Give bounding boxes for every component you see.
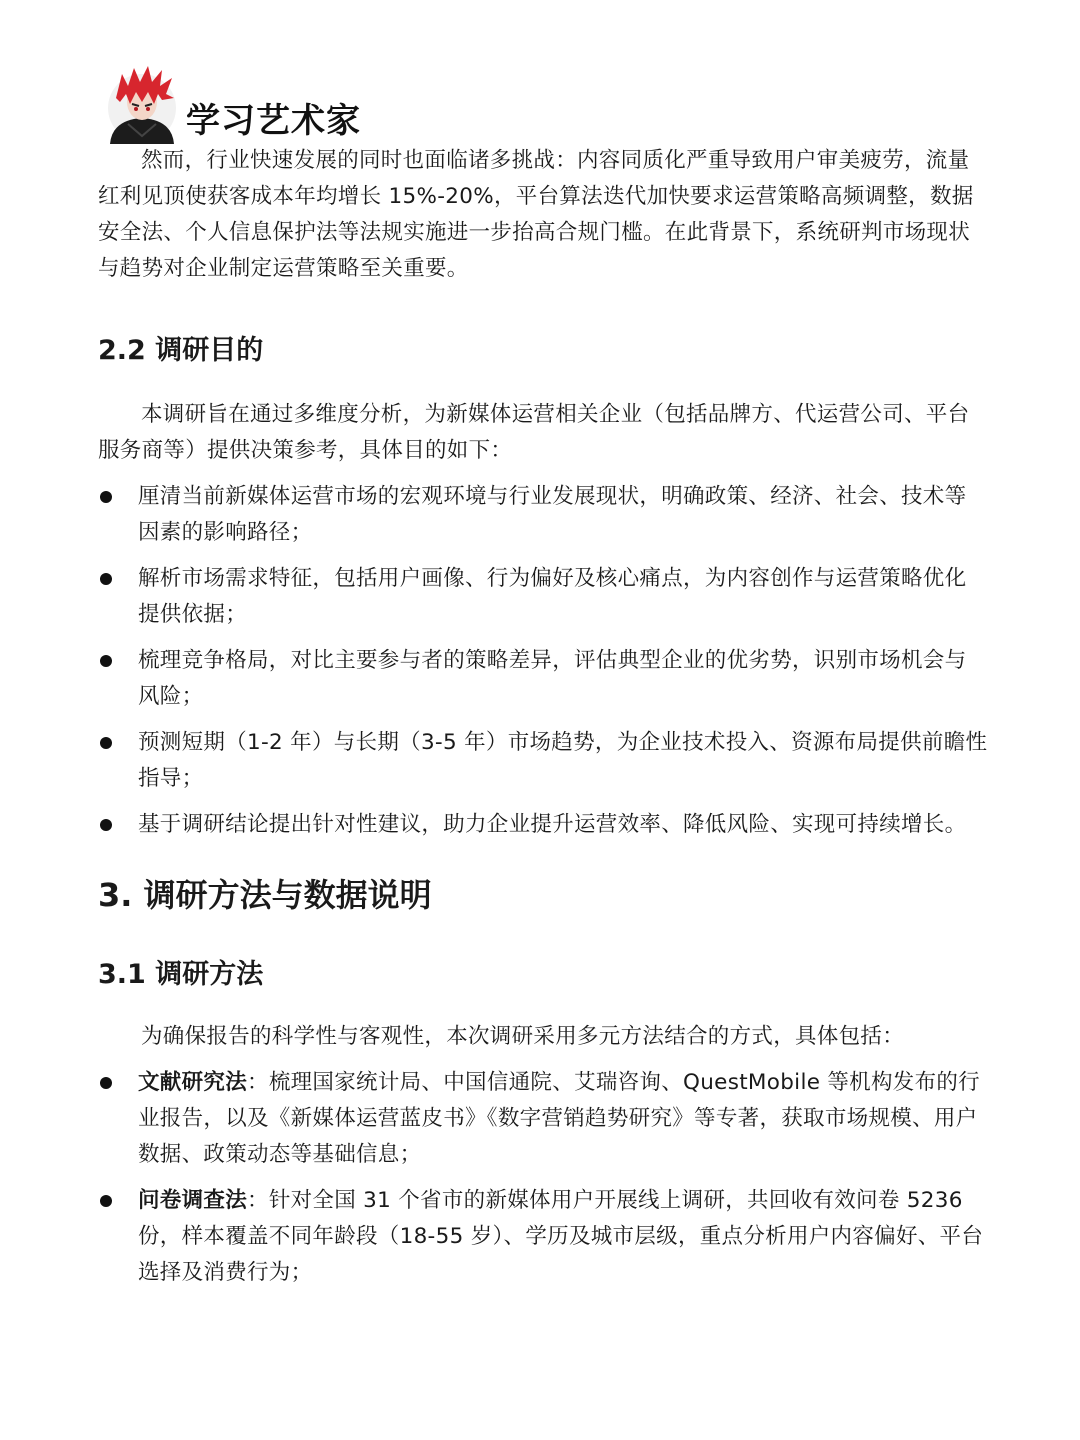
list-item: 解析市场需求特征，包括用户画像、行为偏好及核心痛点，为内容创作与运营策略优化提供依据； xyxy=(98,561,988,633)
bullet-icon xyxy=(100,737,112,749)
intro-paragraph: 然而，行业快速发展的同时也面临诸多挑战：内容同质化严重导致用户审美疲劳，流量红利见顶使获客成本年均增长 15%-20%，平台算法迭代加快要求运营策略高频调整，数据安全法、个人信息保护法等法规实施进一步抬高合规门槛。在此背景下，系统研判市场现状与趋势对企业制定运营策略至关重要。 xyxy=(98,148,974,281)
bullet-icon xyxy=(100,819,112,831)
list-item: 问卷调查法：针对全国 31 个省市的新媒体用户开展线上调研，共回收有效问卷 5236 份，样本覆盖不同年龄段（18-55 岁）、学历及城市层级，重点分析用户内容偏好、平台选择及消费行为； xyxy=(98,1183,988,1291)
brand-name: 学习艺术家 xyxy=(186,101,361,141)
bullet-icon xyxy=(100,1195,112,1207)
bullet-icon xyxy=(100,491,112,503)
section-3-heading: 3. 调研方法与数据说明 xyxy=(98,876,432,914)
methods-list xyxy=(98,1065,988,1291)
method-term: 文献研究法 xyxy=(138,1070,248,1095)
bullet-icon xyxy=(100,655,112,667)
section-3-1-intro: 为确保报告的科学性与客观性，本次调研采用多元方法结合的方式，具体包括： xyxy=(141,1024,905,1049)
method-term: 问卷调查法 xyxy=(138,1188,248,1213)
list-item: 文献研究法：梳理国家统计局、中国信通院、艾瑞咨询、QuestMobile 等机构发布的行业报告，以及《新媒体运营蓝皮书》《数字营销趋势研究》等专著，获取市场规模、用户数据、政策动态等基础信息； xyxy=(98,1065,988,1173)
list-item: 预测短期（1-2 年）与长期（3-5 年）市场趋势，为企业技术投入、资源布局提供前瞻性指导； xyxy=(98,725,988,797)
section-2-2-heading: 2.2 调研目的 xyxy=(98,335,264,366)
list-item: 基于调研结论提出针对性建议，助力企业提升运营效率、降低风险、实现可持续增长。 xyxy=(98,807,988,843)
list-item: 厘清当前新媒体运营市场的宏观环境与行业发展现状，明确政策、经济、社会、技术等因素的影响路径； xyxy=(98,479,988,551)
section-3-1-heading: 3.1 调研方法 xyxy=(98,959,264,990)
bullet-icon xyxy=(100,573,112,585)
objectives-list xyxy=(98,479,988,843)
anime-avatar-icon xyxy=(102,64,182,144)
document-body xyxy=(98,143,988,1291)
section-2-2-intro: 本调研旨在通过多维度分析，为新媒体运营相关企业（包括品牌方、代运营公司、平台服务商等）提供决策参考，具体目的如下： xyxy=(98,402,970,463)
list-item: 梳理竞争格局，对比主要参与者的策略差异，评估典型企业的优劣势，识别市场机会与风险； xyxy=(98,643,988,715)
brand-logo xyxy=(102,64,361,144)
bullet-icon xyxy=(100,1077,112,1089)
